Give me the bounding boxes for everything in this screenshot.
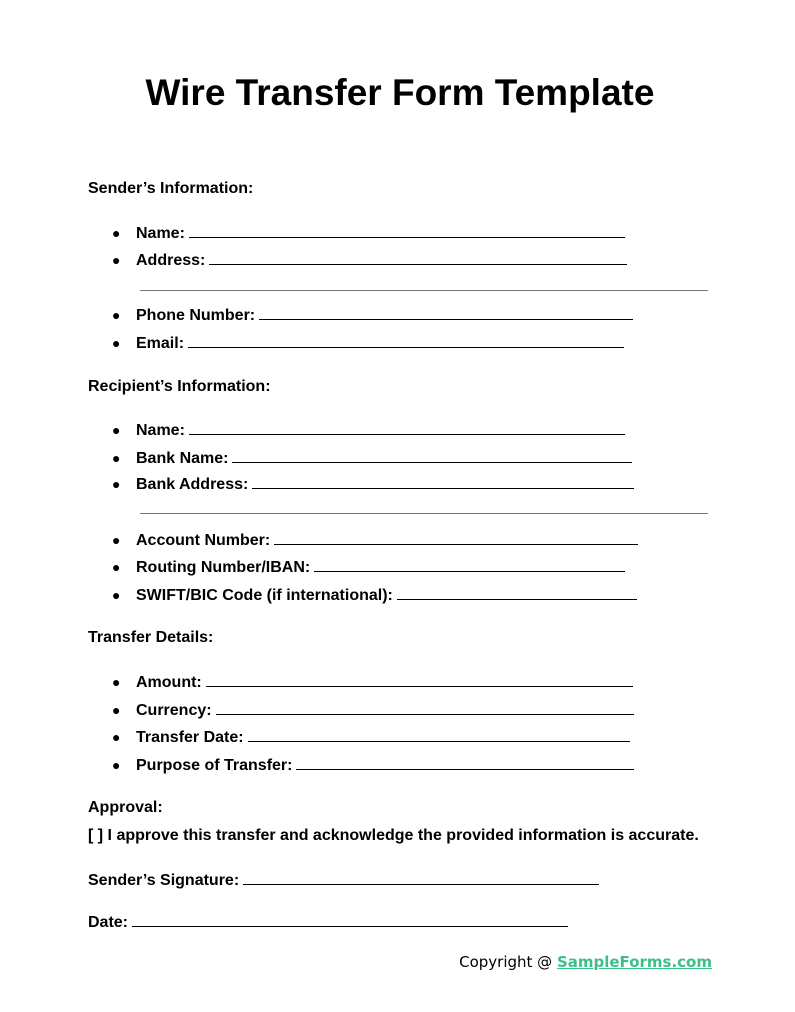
sender-heading: Sender’s Information: (88, 180, 254, 197)
field-label: Purpose of Transfer: (136, 757, 293, 774)
recipient-name-field (112, 420, 625, 441)
bullet-icon: ● (112, 252, 121, 268)
bullet-icon: ● (112, 476, 121, 492)
recipient-bank-address-line-2[interactable] (140, 513, 708, 514)
sender-email-field (112, 333, 624, 354)
bullet-icon: ● (112, 729, 121, 745)
sender-address-field (112, 250, 627, 271)
field-label: Bank Address: (136, 476, 249, 493)
transfer-date-line[interactable] (248, 727, 630, 742)
field-label: Routing Number/IBAN: (136, 559, 311, 576)
field-label: Name: (136, 225, 185, 242)
transfer-amount-line[interactable] (206, 672, 633, 687)
sender-address-line[interactable] (209, 250, 627, 265)
recipient-bank-address-line[interactable] (252, 474, 634, 489)
approval-heading: Approval: (88, 799, 163, 816)
date-label: Date: (88, 914, 129, 931)
recipient-account-field (112, 530, 638, 551)
bullet-icon: ● (112, 422, 121, 438)
bullet-icon: ● (112, 450, 121, 466)
copyright-text: Copyright @ (459, 953, 557, 971)
page-title: Wire Transfer Form Template (145, 72, 655, 113)
sender-name-line[interactable] (189, 223, 625, 238)
field-label: Transfer Date: (136, 729, 244, 746)
signature-line[interactable] (243, 870, 599, 885)
transfer-purpose-line[interactable] (296, 755, 634, 770)
bullet-icon: ● (112, 757, 121, 773)
sender-name-field (112, 223, 625, 244)
recipient-account-line[interactable] (274, 530, 638, 545)
recipient-bank-address-field (112, 474, 634, 495)
recipient-swift-field (112, 585, 637, 606)
field-label: SWIFT/BIC Code (if international): (136, 587, 393, 604)
sender-phone-field (112, 305, 633, 326)
bullet-icon: ● (112, 559, 121, 575)
recipient-bank-name-field (112, 448, 632, 469)
transfer-currency-line[interactable] (216, 700, 634, 715)
bullet-icon: ● (112, 587, 121, 603)
transfer-date-field (112, 727, 630, 748)
field-label: Bank Name: (136, 450, 229, 467)
recipient-routing-line[interactable] (314, 557, 625, 572)
bullet-icon: ● (112, 307, 121, 323)
bullet-icon: ● (112, 225, 121, 241)
recipient-name-line[interactable] (189, 420, 625, 435)
transfer-purpose-field (112, 755, 634, 776)
bullet-icon: ● (112, 532, 121, 548)
field-label: Account Number: (136, 532, 271, 549)
approval-checkbox-statement[interactable]: [ ] I approve this transfer and acknowledge the provided information is accurate. (88, 827, 699, 844)
footer-copyright (459, 952, 712, 972)
bullet-icon: ● (112, 702, 121, 718)
sender-address-line-2[interactable] (140, 290, 708, 291)
field-label: Name: (136, 422, 185, 439)
field-label: Currency: (136, 702, 212, 719)
signature-label: Sender’s Signature: (88, 872, 240, 889)
date-field (88, 912, 568, 933)
transfer-currency-field (112, 700, 634, 721)
transfer-heading: Transfer Details: (88, 629, 214, 646)
recipient-routing-field (112, 557, 625, 578)
field-label: Email: (136, 335, 185, 352)
sender-phone-line[interactable] (259, 305, 633, 320)
sender-email-line[interactable] (188, 333, 624, 348)
field-label: Address: (136, 252, 206, 269)
field-label: Phone Number: (136, 307, 256, 324)
signature-field (88, 870, 599, 891)
recipient-heading: Recipient’s Information: (88, 378, 271, 395)
bullet-icon: ● (112, 335, 121, 351)
bullet-icon: ● (112, 674, 121, 690)
date-line[interactable] (132, 912, 568, 927)
recipient-bank-name-line[interactable] (232, 448, 632, 463)
brand-link[interactable]: SampleForms.com (556, 953, 712, 971)
recipient-swift-line[interactable] (397, 585, 637, 600)
transfer-amount-field (112, 672, 633, 693)
field-label: Amount: (136, 674, 202, 691)
